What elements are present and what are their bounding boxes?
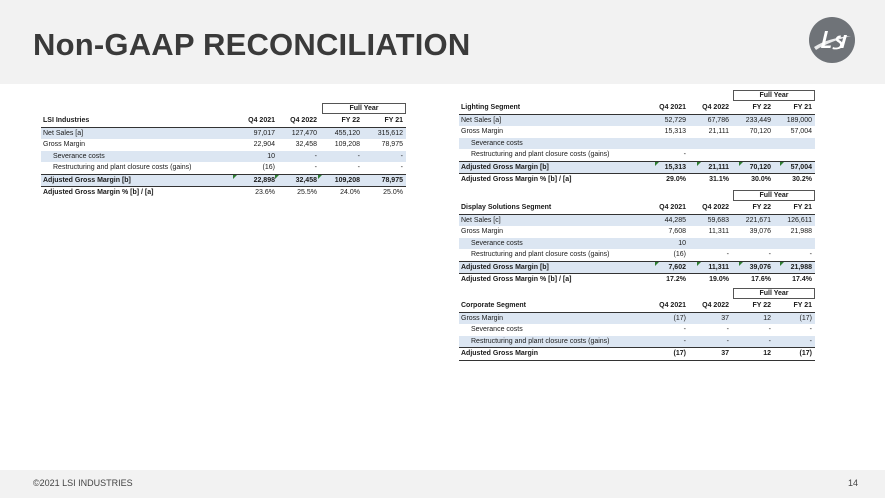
cell: 23.6%: [255, 189, 275, 196]
row-label: Gross Margin: [461, 128, 504, 135]
cell: 109,208: [334, 176, 360, 184]
full-year-box: Full Year: [733, 190, 815, 201]
cell: -: [726, 326, 729, 333]
cell: 67,786: [707, 116, 729, 124]
cell: 37: [721, 350, 729, 357]
col-header: FY 22: [752, 204, 771, 211]
cell: 22,904: [253, 141, 275, 148]
cell: 21,988: [790, 228, 812, 235]
col-header: FY 22: [752, 104, 771, 111]
full-year-box: Full Year: [733, 288, 815, 299]
row-label: Severance costs: [471, 326, 523, 333]
page-title: Non-GAAP RECONCILIATION: [33, 27, 471, 62]
cell: 455,120: [334, 129, 360, 137]
cell: 78,975: [381, 141, 403, 148]
cell: 17.6%: [751, 276, 771, 283]
cell: 31.1%: [709, 176, 729, 183]
col-header: Q4 2022: [702, 302, 729, 309]
cell: 12: [763, 314, 771, 322]
table-row: [459, 215, 815, 227]
table-row: [41, 162, 406, 175]
cell: 78,975: [381, 176, 403, 184]
cell: -: [768, 251, 771, 258]
table-header-row: [41, 115, 406, 128]
table-row: [459, 262, 815, 275]
cell: -: [357, 152, 360, 160]
copyright-text: ©2021 LSI INDUSTRIES: [33, 478, 133, 488]
cell: 52,729: [664, 116, 686, 124]
row-label: Adjusted Gross Margin [b]: [461, 263, 549, 271]
cell: -: [400, 164, 403, 171]
row-label: Severance costs: [471, 139, 523, 147]
col-header: Q4 2021: [659, 302, 686, 309]
cell: 25.0%: [383, 189, 403, 196]
table-row: [41, 139, 406, 151]
row-label: Adjusted Gross Margin [b]: [461, 163, 549, 171]
table-row: [41, 187, 406, 199]
cell: -: [314, 152, 317, 160]
row-label: Severance costs: [471, 239, 523, 247]
cell: -: [809, 337, 812, 345]
cell: 189,000: [786, 116, 812, 124]
row-label: Adjusted Gross Margin % [b] / [a]: [461, 176, 572, 183]
cell: 21,988: [790, 263, 812, 271]
table-row: [459, 162, 815, 175]
cell: 12: [763, 350, 771, 357]
cell: 70,120: [749, 128, 771, 135]
cell: 21,111: [708, 128, 729, 135]
row-label: Restructuring and plant closure costs (gains): [471, 151, 610, 158]
cell: 315,612: [377, 129, 403, 137]
cell: 221,671: [745, 216, 771, 224]
cell: 7,608: [668, 228, 686, 235]
table-row: [459, 274, 815, 286]
cell: (16): [673, 251, 686, 258]
cell: -: [683, 151, 686, 158]
row-label-bold: Adjusted Gross Margin % [b] / [a]: [43, 189, 154, 196]
col-header: Q4 2022: [702, 204, 729, 211]
table-row: [459, 174, 815, 186]
row-label: Restructuring and plant closure costs (gains): [471, 337, 610, 345]
cell: 7,602: [668, 263, 686, 271]
row-label: Adjusted Gross Margin % [b] / [a]: [461, 276, 572, 283]
col-header: FY 21: [793, 302, 812, 309]
col-header: Q4 2022: [702, 104, 729, 111]
row-label: Restructuring and plant closure costs (gains): [471, 251, 610, 258]
row-label: Net Sales [c]: [461, 216, 501, 224]
cell: -: [357, 164, 360, 171]
cell: 57,004: [790, 128, 812, 135]
cell: 126,611: [787, 216, 812, 224]
segment-name: Display Solutions Segment: [461, 204, 552, 211]
cell: 127,470: [291, 129, 317, 137]
cell: 44,285: [664, 216, 686, 224]
cell: (16): [262, 164, 275, 171]
segment-name: LSI Industries: [43, 117, 90, 124]
col-header: FY 22: [752, 302, 771, 309]
cell: 59,683: [707, 216, 729, 224]
cell: 109,208: [334, 141, 360, 148]
cell: 70,120: [749, 163, 771, 171]
segment-name: Corporate Segment: [461, 302, 526, 309]
col-header: FY 21: [384, 117, 403, 124]
cell: 32,458: [295, 176, 317, 184]
row-label: Severance costs: [53, 152, 105, 160]
cell: 10: [678, 239, 686, 247]
cell: 57,004: [790, 163, 812, 171]
full-year-box: Full Year: [322, 103, 406, 114]
row-label: Gross Margin: [461, 228, 504, 235]
row-label: Gross Margin: [43, 141, 86, 148]
table-row: [459, 324, 815, 336]
cell: 17.2%: [666, 276, 686, 283]
col-header: FY 21: [793, 204, 812, 211]
col-header: Q4 2021: [659, 204, 686, 211]
cell: (17): [673, 350, 686, 357]
row-label: Net Sales [a]: [461, 116, 502, 124]
cell: 25.5%: [297, 189, 317, 196]
lsi-logo-icon: [809, 17, 855, 63]
cell: (17): [799, 314, 812, 322]
table-row: [459, 313, 815, 325]
table-row: [41, 175, 406, 188]
cell: -: [683, 337, 686, 345]
table-row: [459, 138, 815, 150]
full-year-box: Full Year: [733, 90, 815, 101]
cell: -: [726, 337, 729, 345]
row-label: Net Sales [a]: [43, 129, 84, 137]
table-header-row: [459, 202, 815, 215]
col-header: Q4 2021: [659, 104, 686, 111]
table-header-row: [459, 102, 815, 115]
cell: 24.0%: [340, 189, 360, 196]
page-number: 14: [848, 478, 859, 488]
row-label: Gross Margin: [461, 314, 504, 322]
cell: 39,076: [749, 228, 771, 235]
cell: -: [809, 326, 812, 333]
col-header: Q4 2021: [248, 117, 275, 124]
table-row: [41, 128, 406, 140]
table-row: [459, 336, 815, 349]
cell: 30.2%: [792, 176, 812, 183]
cell: 19.0%: [709, 276, 729, 283]
cell: -: [400, 152, 403, 160]
row-label: Restructuring and plant closure costs (gains): [53, 164, 192, 171]
table-row: [459, 126, 815, 138]
footer-bar: [0, 470, 885, 498]
cell: 233,449: [745, 116, 771, 124]
cell: 32,458: [295, 141, 317, 148]
row-label: [43, 187, 153, 199]
cell: 17.4%: [792, 276, 812, 283]
cell: 30.0%: [751, 176, 771, 183]
table-row: [459, 249, 815, 262]
cell: -: [809, 251, 812, 258]
cell: 29.0%: [666, 176, 686, 183]
table-row: [459, 226, 815, 238]
cell: 10: [267, 152, 275, 160]
cell: -: [726, 251, 729, 258]
table-row: [459, 115, 815, 127]
cell: 22,898: [253, 176, 275, 184]
table-row: [459, 348, 815, 361]
row-label: Adjusted Gross Margin: [461, 350, 539, 357]
col-header: FY 22: [341, 117, 360, 124]
table-row: [459, 238, 815, 250]
row-label: Adjusted Gross Margin [b]: [43, 176, 131, 184]
cell: 11,311: [708, 228, 729, 235]
cell: 11,311: [708, 263, 729, 271]
table-header-row: [459, 300, 815, 313]
col-header: FY 21: [793, 104, 812, 111]
cell: -: [768, 326, 771, 333]
cell: 15,313: [664, 128, 686, 135]
table-row: [41, 151, 406, 163]
cell: 15,313: [664, 163, 686, 171]
col-header: Q4 2022: [290, 117, 317, 124]
cell: (17): [673, 314, 686, 322]
table-row: [459, 149, 815, 162]
segment-name: Lighting Segment: [461, 104, 521, 111]
cell: -: [314, 164, 317, 171]
cell: 97,017: [253, 129, 275, 137]
cell: 39,076: [749, 263, 771, 271]
cell: -: [683, 326, 686, 333]
cell: (17): [799, 350, 812, 357]
cell: -: [768, 337, 771, 345]
cell: 21,111: [708, 163, 729, 171]
cell: 37: [721, 314, 729, 322]
